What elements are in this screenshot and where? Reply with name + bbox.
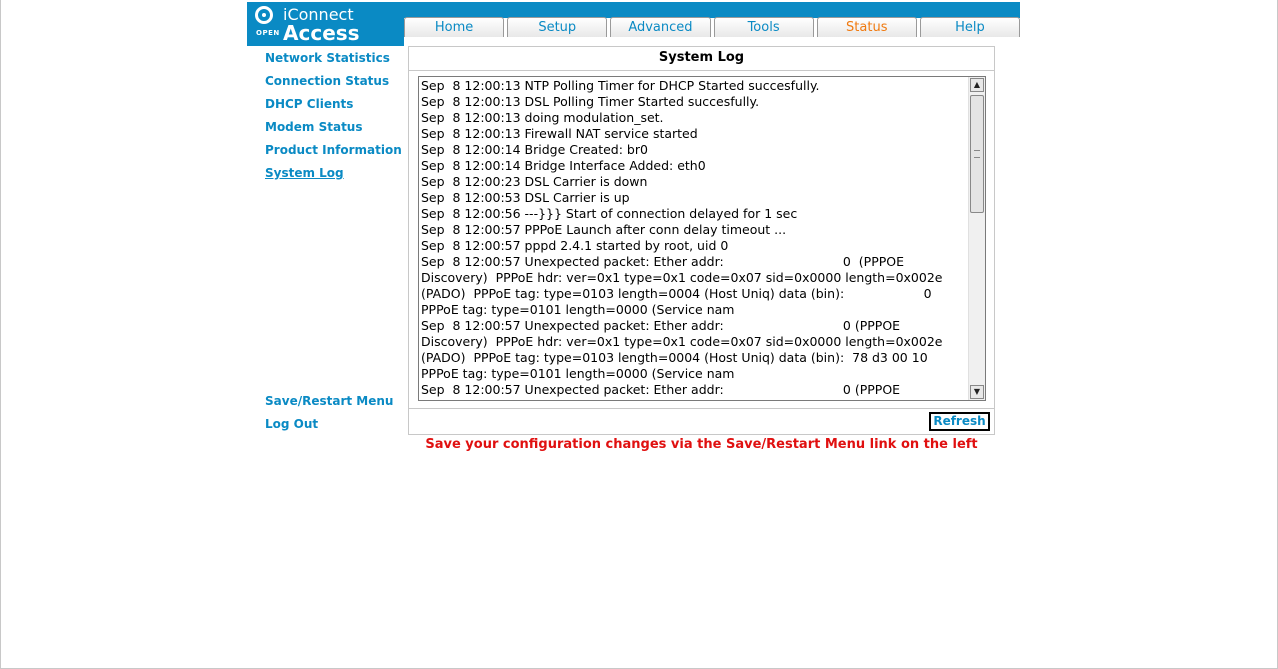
refresh-button[interactable]: Refresh — [929, 412, 990, 431]
log-line: Sep 8 12:00:57 pppd 2.4.1 started by root, uid 0 — [421, 238, 729, 253]
sidebar-bottom — [265, 393, 405, 439]
sidebar-item-dhcp-clients[interactable]: DHCP Clients — [265, 97, 354, 111]
log-line: Sep 8 12:00:14 Bridge Created: br0 — [421, 142, 648, 157]
sidebar-item-save-restart-menu[interactable]: Save/Restart Menu — [265, 394, 394, 408]
log-textarea[interactable] — [418, 76, 986, 401]
tab-home[interactable]: Home — [404, 17, 504, 37]
log-line: Sep 8 12:00:53 DSL Carrier is up — [421, 190, 630, 205]
log-line: Sep 8 12:00:14 Bridge Interface Added: eth0 — [421, 158, 706, 173]
system-log-panel — [408, 46, 995, 435]
header-band — [404, 2, 1020, 18]
sidebar-item-log-out[interactable]: Log Out — [265, 417, 319, 431]
tab-tools[interactable]: Tools — [714, 17, 814, 37]
panel-divider — [409, 408, 994, 409]
scroll-down-icon[interactable]: ▼ — [970, 385, 984, 399]
brand-logo — [247, 2, 404, 46]
brand-access: Access — [283, 21, 360, 45]
tab-advanced[interactable]: Advanced — [610, 17, 710, 37]
log-line: Sep 8 12:00:57 Unexpected packet: Ether addr: 0 (PPPOE — [421, 382, 901, 397]
sidebar-item-connection-status[interactable]: Connection Status — [265, 74, 390, 88]
sidebar-item-system-log[interactable]: System Log — [265, 166, 344, 180]
sidebar-item-modem-status[interactable]: Modem Status — [265, 120, 363, 134]
brand-open: OPEN — [256, 29, 280, 37]
log-line: Sep 8 12:00:56 ---}}} Start of connection delayed for 1 sec — [421, 206, 798, 221]
log-line: Discovery) PPPoE hdr: ver=0x1 type=0x1 code=0x07 sid=0x0000 length=0x002e — [421, 270, 943, 285]
log-line: Sep 8 12:00:57 Unexpected packet: Ether addr: 0 (PPPOE — [421, 318, 901, 333]
brand-iconnect: iConnect — [283, 5, 354, 24]
scroll-thumb[interactable] — [970, 95, 984, 213]
log-line: Sep 8 12:00:13 DSL Polling Timer Started succesfully. — [421, 94, 760, 109]
log-line: Sep 8 12:00:13 NTP Polling Timer for DHCP Started succesfully. — [421, 78, 820, 93]
log-line: Sep 8 12:00:13 Firewall NAT service started — [421, 126, 698, 141]
log-line: PPPoE tag: type=0101 length=0000 (Service nam — [421, 366, 735, 381]
save-config-note: Save your configuration changes via the Save/Restart Menu link on the left — [425, 437, 978, 452]
log-line: Sep 8 12:00:57 Unexpected packet: Ether addr: 0 (PPPOE — [421, 254, 905, 269]
log-line: (PADO) PPPoE tag: type=0103 length=0004 (Host Uniq) data (bin): 0 — [421, 286, 932, 301]
log-line: Discovery) PPPoE hdr: ver=0x1 type=0x1 code=0x07 sid=0x0000 length=0x002e — [421, 334, 943, 349]
panel-title: System Log — [409, 47, 994, 71]
log-line: Sep 8 12:00:13 doing modulation_set. — [421, 110, 664, 125]
log-line: Sep 8 12:00:23 DSL Carrier is down — [421, 174, 648, 189]
tab-setup[interactable]: Setup — [507, 17, 607, 37]
log-content — [421, 78, 967, 399]
log-scrollbar[interactable] — [968, 77, 985, 400]
grip-icon — [974, 150, 980, 158]
sidebar-item-network-statistics[interactable]: Network Statistics — [265, 51, 390, 65]
sidebar — [265, 50, 405, 188]
log-line: PPPoE tag: type=0101 length=0000 (Service nam — [421, 302, 735, 317]
tab-status[interactable]: Status — [817, 17, 917, 37]
brand-logo-icon — [255, 6, 273, 24]
log-line: Sep 8 12:00:57 PPPoE Launch after conn delay timeout ... — [421, 222, 787, 237]
log-line: (PADO) PPPoE tag: type=0103 length=0004 (Host Uniq) data (bin): 78 d3 00 10 — [421, 350, 928, 365]
scroll-up-icon[interactable]: ▲ — [970, 78, 984, 92]
sidebar-item-product-information[interactable]: Product Information — [265, 143, 402, 157]
main-tabs — [404, 17, 1020, 37]
tab-help[interactable]: Help — [920, 17, 1020, 37]
